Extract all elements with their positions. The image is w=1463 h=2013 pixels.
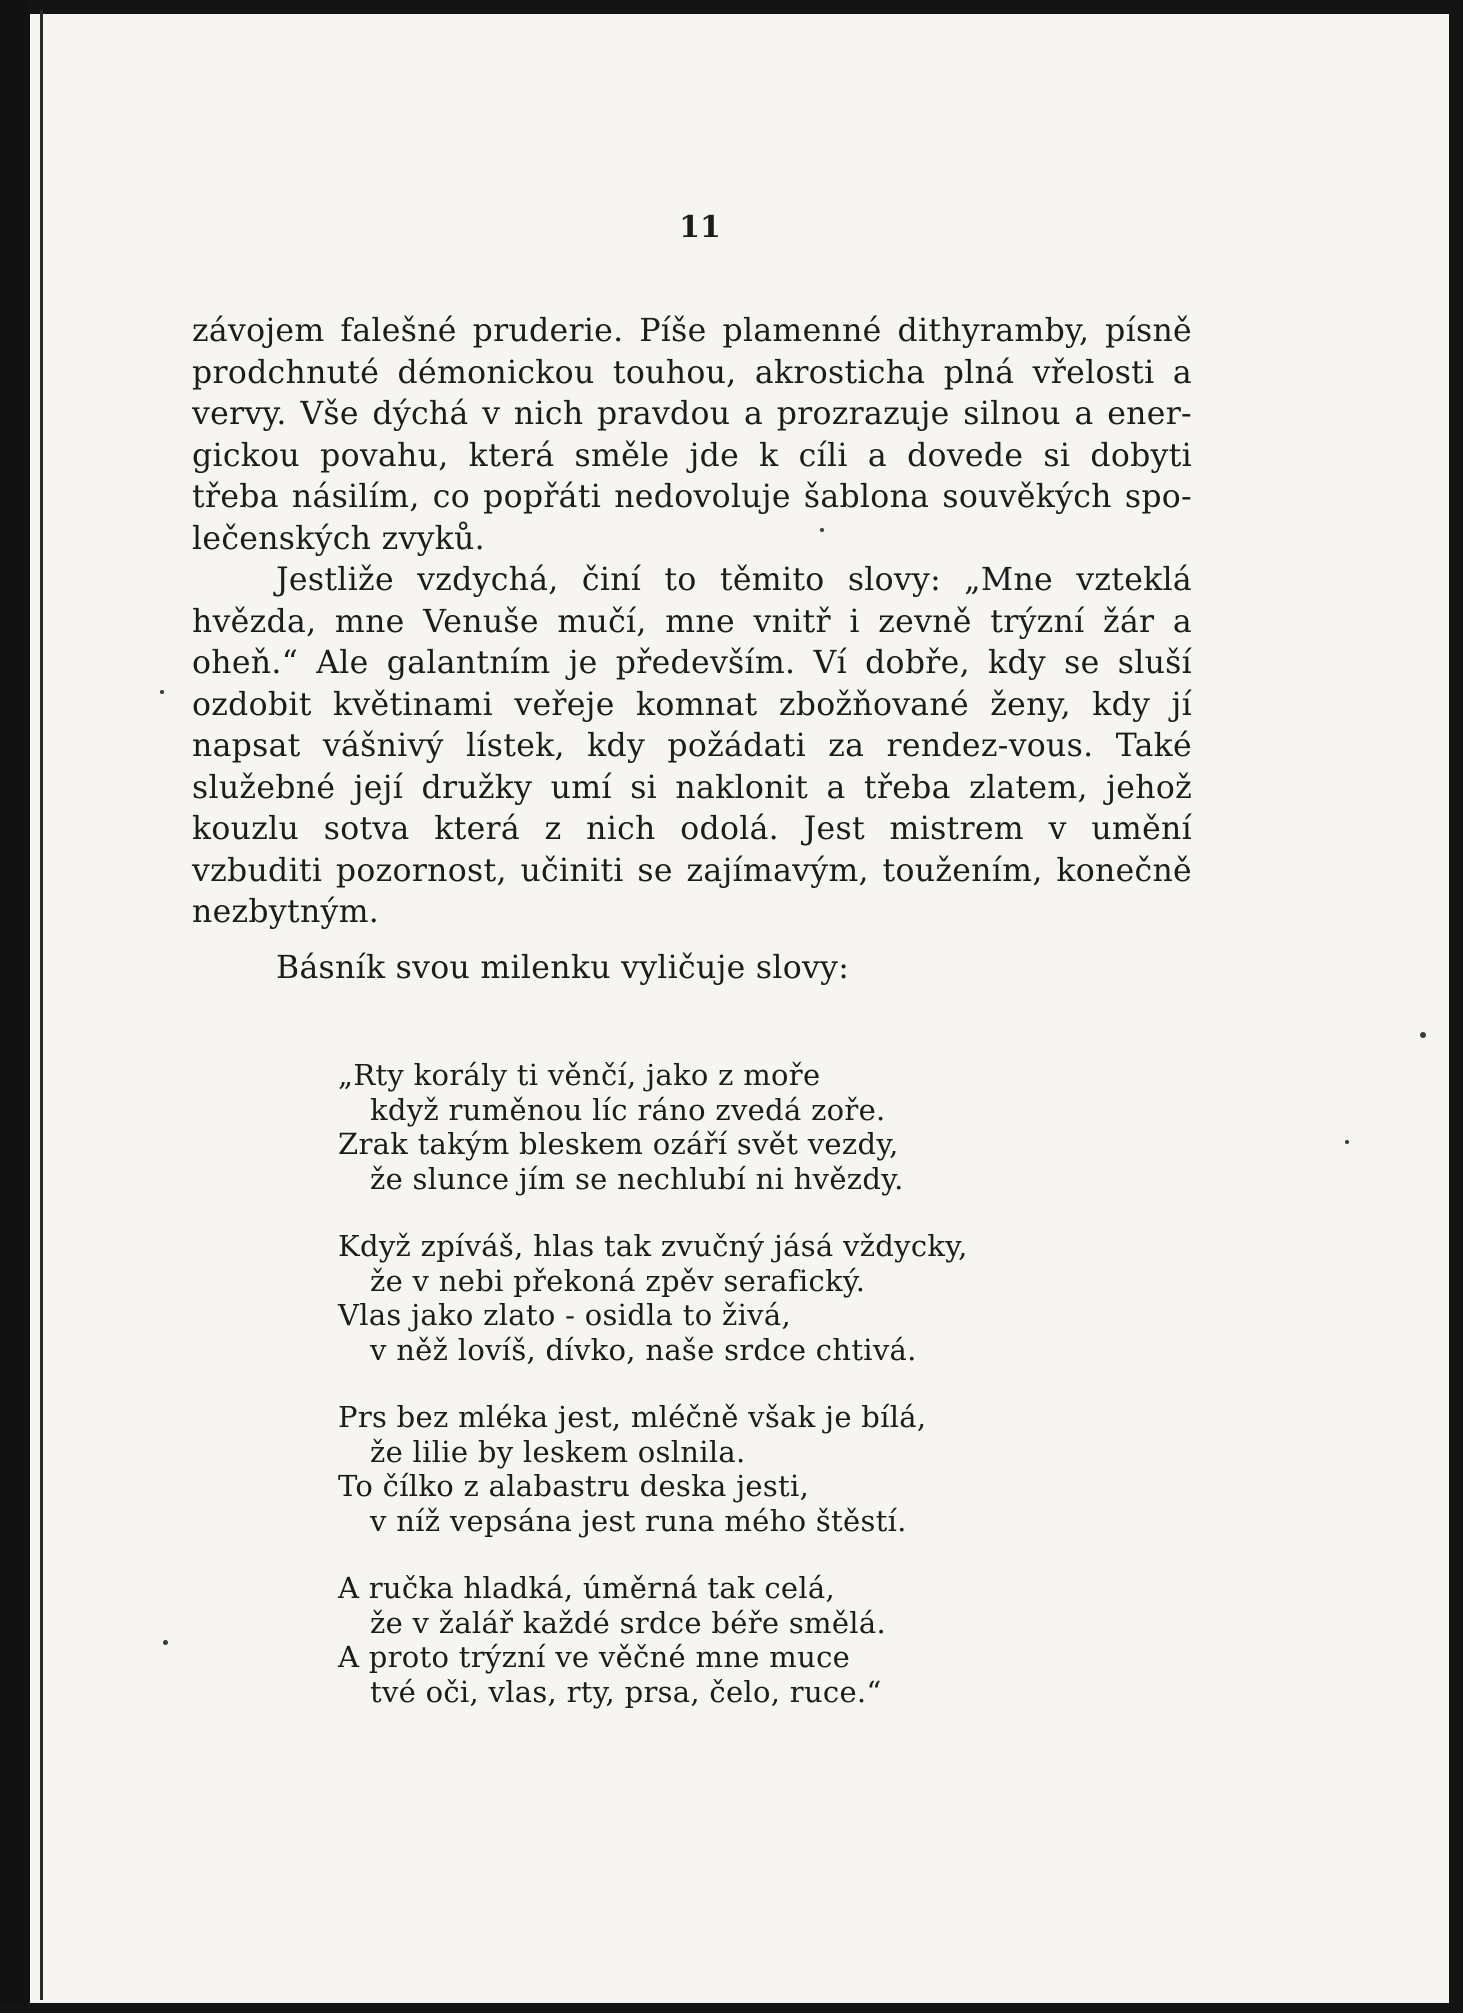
scan-border-top: [0, 0, 1463, 14]
paragraph-3: [192, 948, 1192, 990]
text-line: lečenských zvyků.: [192, 520, 485, 557]
scan-border-right: [1449, 0, 1463, 2013]
text-line: vzbuditi pozornost, učiniti se zajímavým, toužením, konečně: [192, 852, 1192, 889]
poem-verse: Prs bez mléka jest, mléčně však je bílá,: [338, 1400, 927, 1434]
poem-stanza-2: [338, 1229, 968, 1367]
text-line: Básník svou milenku vyličuje slovy:: [276, 949, 850, 986]
scan-speck: [820, 528, 824, 532]
poem-verse: že slunce jím se nechlubí ni hvězdy.: [370, 1161, 904, 1196]
poem-verse: Zrak takým bleskem ozáří svět vezdy,: [338, 1127, 899, 1161]
text-line: Jestliže vzdychá, činí to těmito slovy: „Mne vzteklá: [276, 562, 1192, 598]
scan-border-left: [0, 0, 30, 2013]
poem-verse: v něž lovíš, dívko, naše srdce chtivá.: [370, 1332, 917, 1367]
text-line: ozdobit květinami veřeje komnat zbožňované ženy, kdy jí: [192, 686, 1192, 723]
prose-body: [192, 311, 1192, 989]
poem-verse: „Rty korály ti věnčí, jako z moře: [338, 1058, 821, 1092]
page-number: 11: [679, 210, 721, 245]
text-line: služebné její družky umí si naklonit a třeba zlatem, jehož: [192, 769, 1192, 806]
scan-speck: [163, 1640, 168, 1645]
poem: [338, 1058, 968, 1742]
poem-verse: že lilie by leskem oslnila.: [370, 1434, 746, 1469]
text-line: gickou povahu, která směle jde k cíli a dovede si dobyti: [192, 437, 1192, 474]
text-line: třeba násilím, co popřáti nedovoluje šablona souvěkých spo-: [192, 479, 1192, 515]
text-line: oheň.“ Ale galantním je především. Ví dobře, kdy se sluší: [192, 645, 1192, 681]
poem-verse: Vlas jako zlato - osidla to živá,: [338, 1298, 791, 1332]
paragraph-1: [192, 311, 1192, 560]
poem-verse: tvé oči, vlas, rty, prsa, čelo, ruce.“: [370, 1674, 882, 1709]
text-line: napsat vášnivý lístek, kdy požádati za rendez-vous. Také: [192, 728, 1192, 764]
text-line: kouzlu sotva která z nich odolá. Jest mistrem v umění: [192, 811, 1192, 847]
poem-verse: A ručka hladká, úměrná tak celá,: [338, 1571, 836, 1605]
scan-speck: [1345, 1140, 1349, 1144]
scan-speck: [160, 690, 164, 694]
poem-verse: Když zpíváš, hlas tak zvučný jásá vždycky,: [338, 1229, 968, 1263]
scan-border-bottom: [0, 2003, 1463, 2013]
scan-speck: [1420, 1032, 1426, 1038]
text-line: prodchnuté démonickou touhou, akrosticha plná vřelosti a: [192, 354, 1192, 391]
page-gutter-line: [40, 10, 43, 2000]
poem-verse: v níž vepsána jest runa mého štěstí.: [370, 1503, 907, 1538]
poem-verse: že v nebi překoná zpěv serafický.: [370, 1263, 866, 1298]
poem-stanza-1: [338, 1058, 968, 1196]
text-line: závojem falešné pruderie. Píše plamenné dithyramby, písně: [192, 313, 1192, 349]
poem-verse: A proto trýzní ve věčné mne muce: [338, 1640, 851, 1674]
poem-verse: To čílko z alabastru deska jesti,: [338, 1469, 810, 1503]
poem-stanza-4: [338, 1571, 968, 1709]
text-line: nezbytným.: [192, 894, 380, 930]
text-line: hvězda, mne Venuše mučí, mne vnitř i zevně trýzní žár a: [192, 603, 1192, 640]
paragraph-2: [192, 560, 1192, 934]
poem-verse: když ruměnou líc ráno zvedá zoře.: [370, 1092, 886, 1127]
poem-verse: že v žalář každé srdce béře smělá.: [370, 1605, 886, 1640]
poem-stanza-3: [338, 1400, 968, 1538]
text-line: vervy. Vše dýchá v nich pravdou a prozrazuje silnou a ener-: [192, 396, 1192, 432]
